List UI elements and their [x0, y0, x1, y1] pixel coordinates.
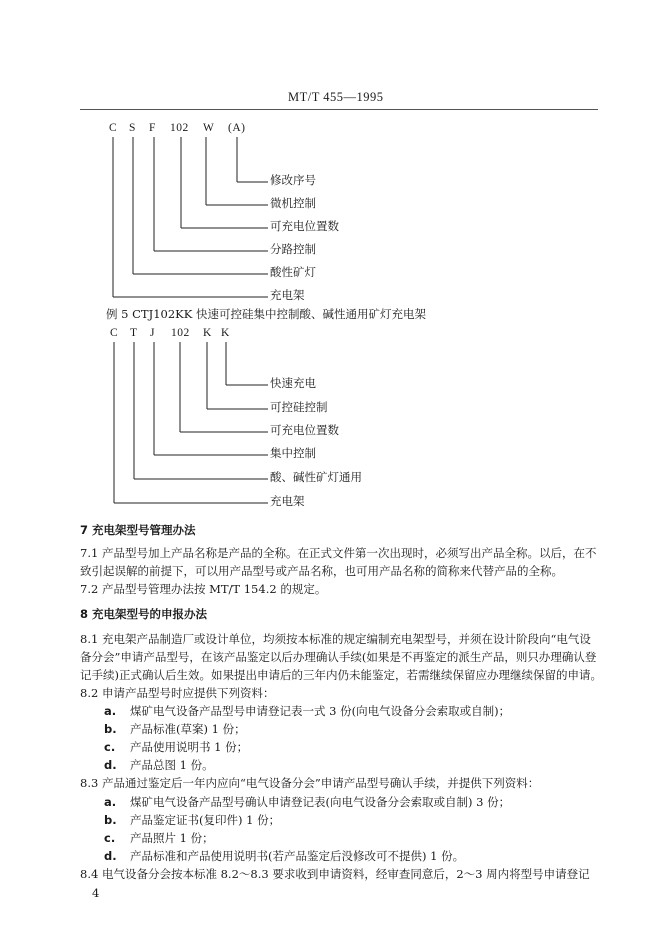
- diagram-label: 可控硅控制: [270, 400, 328, 414]
- list-mark: c.: [104, 831, 116, 845]
- code-letter: C: [110, 327, 119, 339]
- code-letter: T: [130, 327, 138, 339]
- code-letter: F: [149, 122, 156, 134]
- diagram-label: 修改序号: [270, 173, 316, 187]
- list-mark: a.: [104, 795, 117, 809]
- diagram1-brackets: [113, 137, 268, 297]
- list-mark: d.: [104, 849, 117, 863]
- diagram-label: 可充电位置数: [270, 219, 339, 233]
- example5-caption: 例 5 CTJ102KK 快速可控硅集中控制酸、碱性通用矿灯充电架: [106, 307, 426, 321]
- code-letter: S: [129, 122, 136, 134]
- list-item: 产品标准(草案) 1 份；: [130, 722, 246, 736]
- diagram-label: 集中控制: [270, 446, 316, 460]
- list-mark: a.: [104, 704, 117, 718]
- list-mark: c.: [104, 740, 116, 754]
- para-8-1-line3: 记手续)正式确认后生效。如果提出申请后的三年内仍未能鉴定，若需继续保留应办理继续保留的申请。: [80, 668, 602, 682]
- list-item: 产品照片 1 份；: [130, 831, 214, 845]
- diagram-label: 充电架: [270, 494, 305, 508]
- para-8-2: 8.2 申请产品型号时应提供下列资料：: [80, 686, 275, 700]
- list-item: 产品总图 1 份。: [130, 758, 214, 772]
- code-letter: W: [203, 122, 215, 134]
- diagram-label: 微机控制: [270, 196, 316, 210]
- code-letter: 102: [171, 327, 190, 339]
- para-7-1-line2: 致引起误解的前提下，可以用产品型号或产品名称，也可用产品名称的简称来代替产品的全称。: [80, 564, 563, 578]
- diagram-label: 分路控制: [270, 242, 316, 256]
- para-8-1-line1: 8.1 充电架产品制造厂或设计单位，均须按本标准的规定编制充电架型号，并须在设计阶段向“电气设: [80, 632, 591, 646]
- para-8-3: 8.3 产品通过鉴定后一年内应向“电气设备分会”申请产品型号确认手续，并提供下列资料：: [80, 776, 540, 790]
- code-letter: C: [109, 122, 118, 134]
- code-letter: (A): [228, 122, 246, 134]
- list-mark: d.: [104, 758, 117, 772]
- list-item: 煤矿电气设备产品型号申请登记表一式 3 份(向电气设备分会索取或自制)；: [130, 704, 511, 718]
- para-7-2: 7.2 产品型号管理办法按 MT/T 154.2 的规定。: [80, 582, 327, 596]
- section8-heading: 8 充电架型号的申报办法: [80, 607, 208, 621]
- list-item: 煤矿电气设备产品型号确认申请登记表(向电气设备分会索取或自制) 3 份；: [130, 795, 511, 809]
- diagram-label: 充电架: [270, 288, 305, 302]
- diagram-label: 快速充电: [270, 376, 316, 390]
- list-item: 产品使用说明书 1 份；: [130, 740, 249, 754]
- standard-number: MT/T 455—1995: [288, 90, 384, 104]
- list-mark: b.: [104, 722, 117, 736]
- code-letter: K: [221, 327, 230, 339]
- para-8-4: 8.4 电气设备分会按本标准 8.2～8.3 要求收到申请资料，经审查同意后，2～3 周内将型号申请登记: [80, 867, 590, 881]
- para-8-1-line2: 备分会”申请产品型号，在该产品鉴定以后办理确认手续(如果是不再鉴定的派生产品，则只办理确认登: [80, 650, 597, 664]
- list-mark: b.: [104, 813, 117, 827]
- diagram2-brackets: [114, 342, 268, 503]
- para-7-1-line1: 7.1 产品型号加上产品名称是产品的全称。在正式文件第一次出现时，必须写出产品全称。以后，在不: [80, 546, 597, 560]
- diagram-label: 酸性矿灯: [270, 265, 316, 279]
- diagram-label: 酸、碱性矿灯通用: [270, 470, 362, 484]
- section7-heading: 7 充电架型号管理办法: [80, 523, 196, 537]
- code-letter: K: [203, 327, 212, 339]
- code-letter: 102: [170, 122, 189, 134]
- page-number: 4: [92, 886, 100, 900]
- list-item: 产品鉴定证书(复印件) 1 份；: [130, 813, 281, 827]
- list-item: 产品标准和产品使用说明书(若产品鉴定后没修改可不提供) 1 份。: [130, 849, 465, 863]
- diagram-label: 可充电位置数: [270, 423, 339, 437]
- code-letter: J: [150, 327, 155, 339]
